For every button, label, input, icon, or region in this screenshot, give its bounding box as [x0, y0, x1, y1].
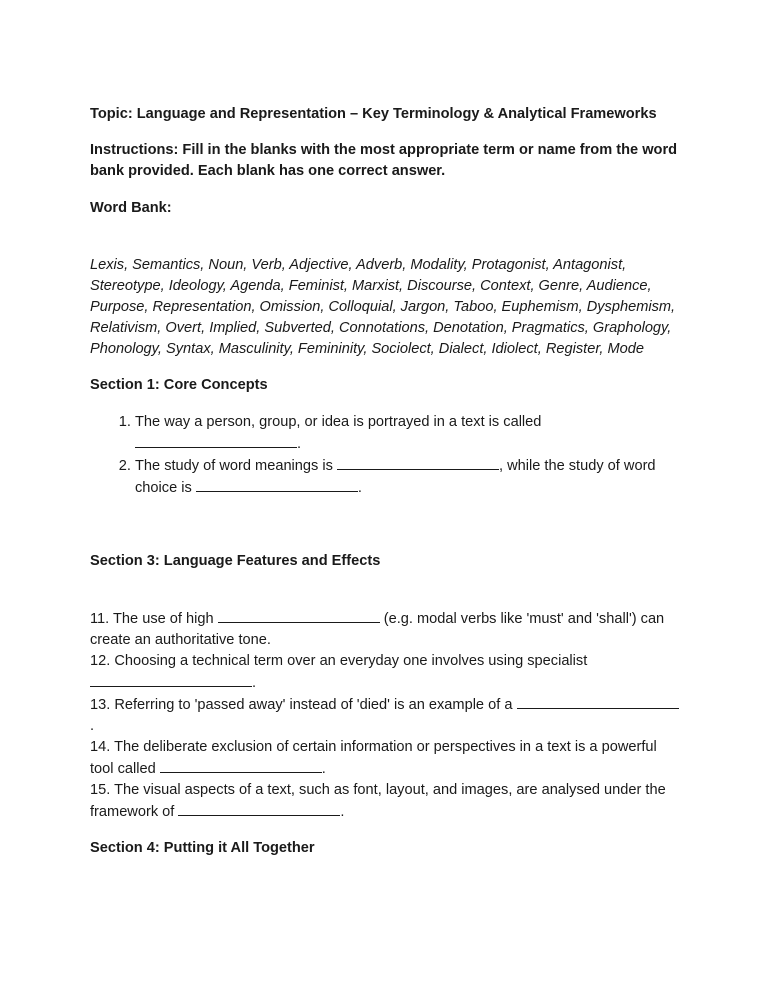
- question-1-text: The way a person, group, or idea is portrayed in a text is called: [135, 414, 542, 430]
- question-12-end: .: [252, 675, 257, 691]
- question-11-text: 11. The use of high: [90, 611, 214, 627]
- question-12: [90, 651, 680, 694]
- answer-blank[interactable]: [90, 672, 252, 687]
- core-concepts-list: [90, 412, 680, 499]
- question-11: [90, 608, 680, 651]
- section-3-title: Section 3: Language Features and Effects: [90, 553, 381, 569]
- question-15: [90, 780, 680, 823]
- question-14: [90, 737, 680, 780]
- question-1-end: .: [297, 436, 302, 452]
- answer-blank[interactable]: [337, 455, 499, 470]
- question-2-middle: , while the study of word choice is: [135, 458, 656, 496]
- section-4-title: Section 4: Putting it All Together: [90, 840, 315, 856]
- answer-blank[interactable]: [196, 477, 358, 492]
- instructions: Instructions: Fill in the blanks with the most appropriate term or name from the word bank provided. Each blank has one correct answer.: [90, 142, 678, 179]
- topic-heading: Topic: Language and Representation – Key Terminology & Analytical Frameworks: [90, 106, 657, 122]
- question-13: [90, 694, 680, 737]
- word-bank-list: Lexis, Semantics, Noun, Verb, Adjective, Adverb, Modality, Protagonist, Antagonist, Stereotype, Ideology, Agenda, Feminist, Marxist, Discourse, Context, Genre, Audience, Purpose, Representation, Omission, Colloquial, Jargon, Taboo, Euphemism, Dysphemism, Relativism, Overt, Implied, Subverted, Connotations, Denotation, Pragmatics, Graphology, Phonology, Syntax, Masculinity, Femininity, Sociolect, Dialect, Idiolect, Register, Mode: [90, 257, 676, 357]
- question-1: [135, 412, 680, 455]
- answer-blank[interactable]: [517, 694, 679, 709]
- question-12-text: 12. Choosing a technical term over an everyday one involves using specialist: [90, 653, 588, 669]
- question-14-end: .: [321, 761, 326, 777]
- question-15-end: .: [340, 804, 345, 820]
- worksheet: [90, 104, 680, 859]
- section-1-title: Section 1: Core Concepts: [90, 377, 268, 393]
- spacer: [90, 499, 680, 551]
- answer-blank[interactable]: [218, 608, 380, 623]
- question-2-text: The study of word meanings is: [135, 458, 333, 474]
- answer-blank[interactable]: [135, 433, 297, 448]
- question-2: [135, 455, 680, 499]
- question-11-end: (e.g. modal verbs like 'must' and 'shall') can create an authoritative tone.: [90, 611, 665, 648]
- question-13-end: .: [90, 718, 95, 734]
- question-13-text: 13. Referring to 'passed away' instead of 'died' is an example of a: [90, 697, 513, 713]
- answer-blank[interactable]: [160, 758, 322, 773]
- answer-blank[interactable]: [178, 801, 340, 816]
- word-bank-label: Word Bank:: [90, 200, 172, 216]
- question-14-text: 14. The deliberate exclusion of certain information or perspectives in a text is a powerful tool called: [90, 739, 657, 777]
- question-2-end: .: [357, 480, 362, 496]
- question-15-text: 15. The visual aspects of a text, such as font, layout, and images, are analysed under the framework of: [90, 782, 666, 820]
